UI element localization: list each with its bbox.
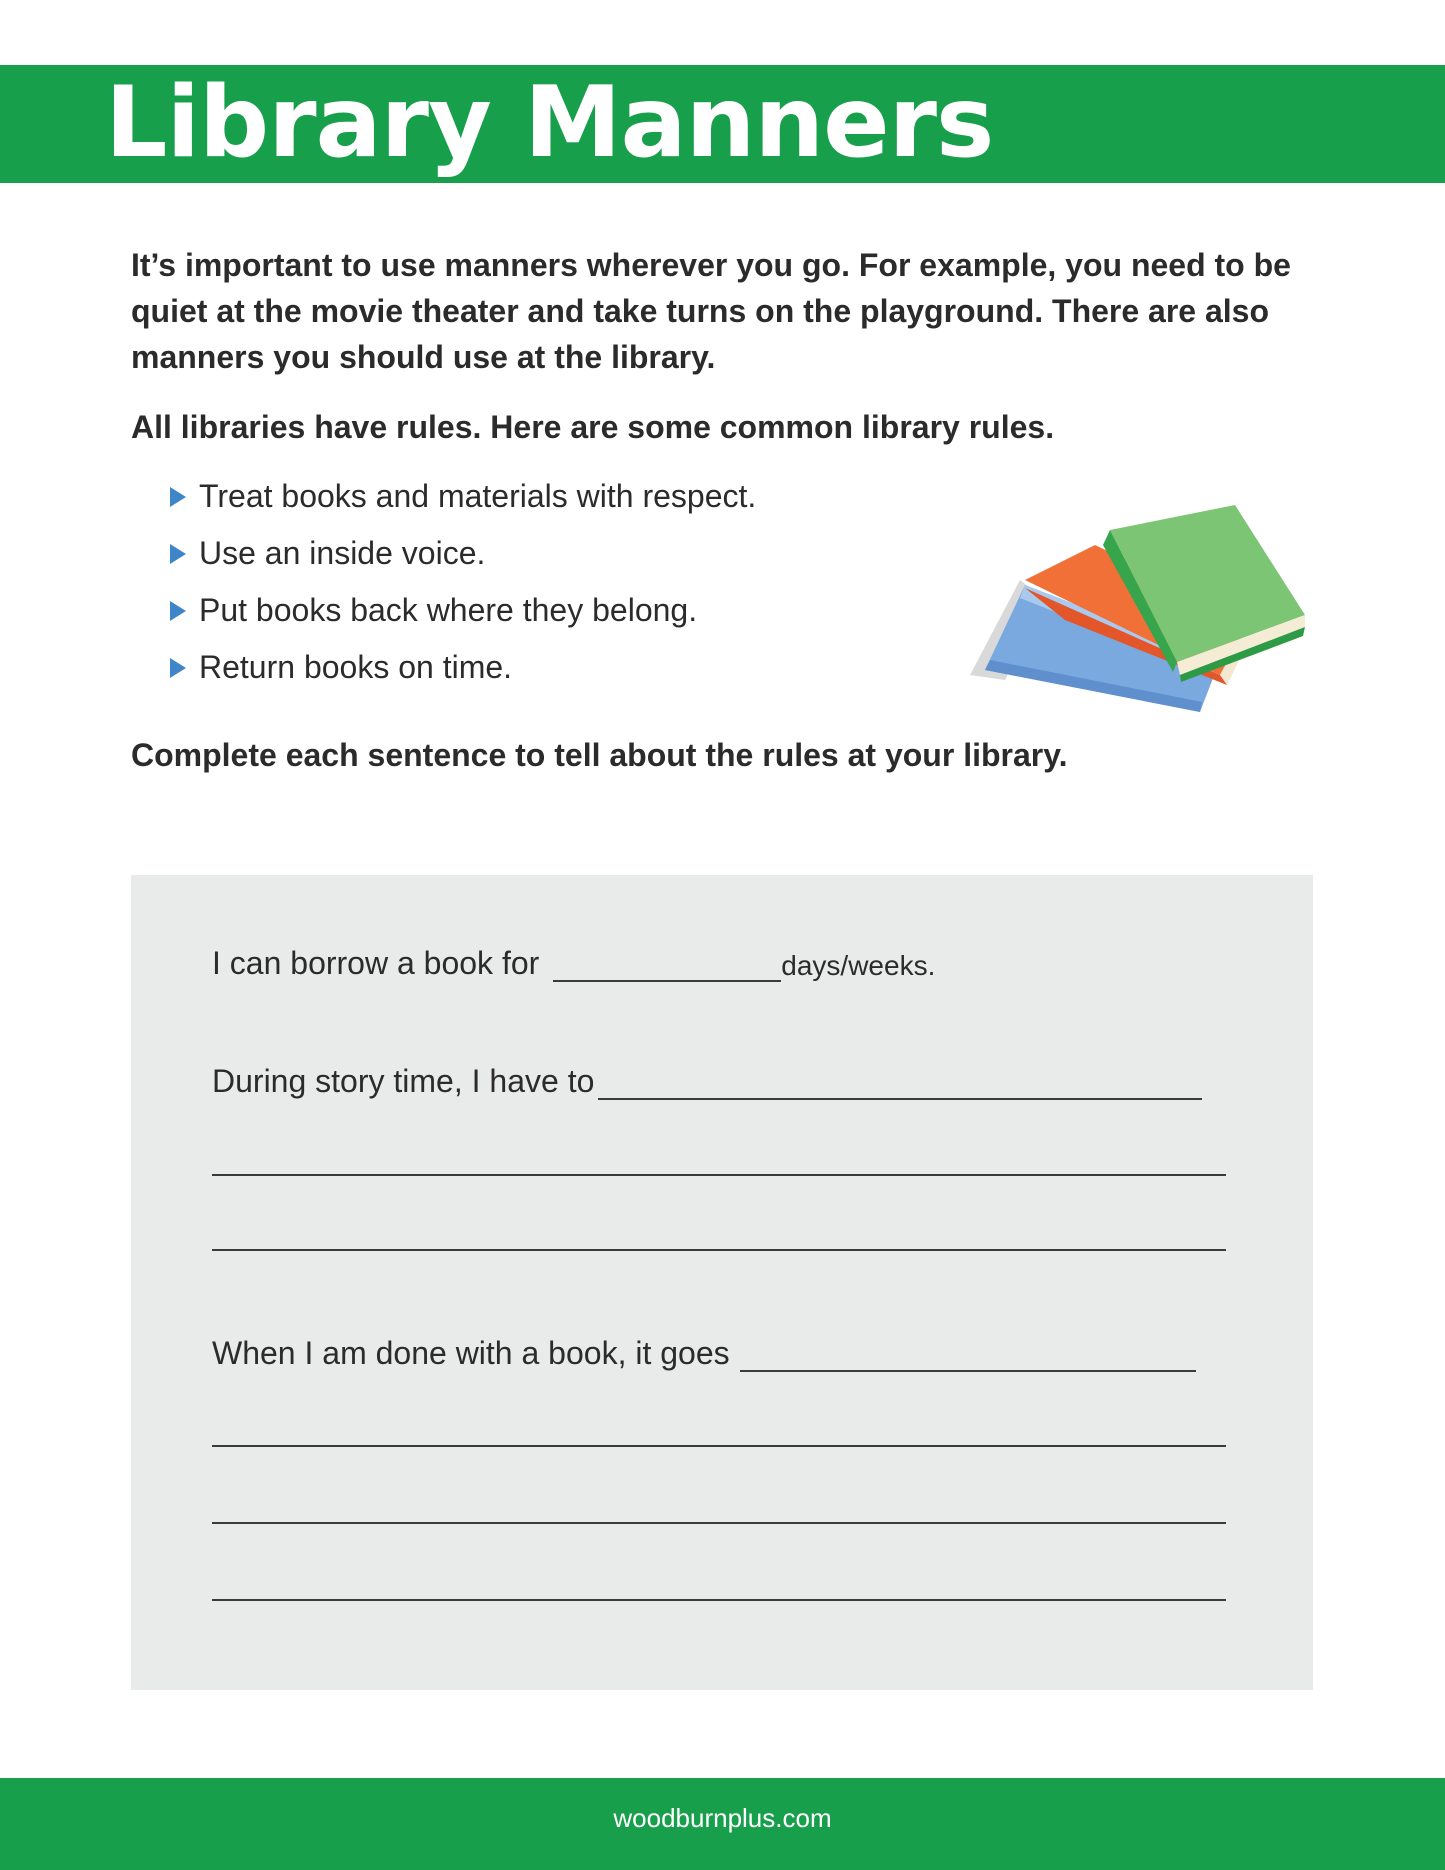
- triangle-bullet-icon: [170, 544, 186, 564]
- rule-text: Return books on time.: [199, 649, 513, 685]
- triangle-bullet-icon: [170, 658, 186, 678]
- rule-item: [170, 582, 756, 639]
- answer-blank[interactable]: [598, 1068, 1202, 1100]
- rule-item: [170, 525, 756, 582]
- answer-line[interactable]: [212, 1445, 1226, 1447]
- rule-text: Use an inside voice.: [199, 535, 486, 571]
- answer-box: [131, 875, 1313, 1690]
- sentence-prompt: I can borrow a book for: [212, 945, 540, 981]
- stacked-books-icon: [965, 500, 1305, 715]
- sentence-suffix: days/weeks.: [781, 950, 936, 981]
- rules-list: [170, 468, 756, 696]
- footer-site-link[interactable]: woodburnplus.com: [613, 1802, 832, 1833]
- sentence-book-return: [212, 1335, 1196, 1372]
- intro-paragraph: It’s important to use manners wherever you go. For example, you need to be quiet at the movie theater and take turns on the playground. There are also manners you should use at the library.: [131, 247, 1291, 375]
- answer-line[interactable]: [212, 1522, 1226, 1524]
- answer-line[interactable]: [212, 1249, 1226, 1251]
- triangle-bullet-icon: [170, 487, 186, 507]
- rule-item: [170, 639, 756, 696]
- rule-item: [170, 468, 756, 525]
- sentence-story-time: [212, 1063, 1202, 1100]
- page-title: Library Manners: [105, 66, 994, 180]
- answer-blank[interactable]: [740, 1340, 1196, 1372]
- answer-line[interactable]: [212, 1174, 1226, 1176]
- sentence-prompt: When I am done with a book, it goes: [212, 1335, 730, 1371]
- instruction-text: Complete each sentence to tell about the rules at your library.: [131, 737, 1068, 773]
- sentence-prompt: During story time, I have to: [212, 1063, 595, 1099]
- triangle-bullet-icon: [170, 601, 186, 621]
- rule-text: Treat books and materials with respect.: [199, 478, 757, 514]
- rules-heading: All libraries have rules. Here are some common library rules.: [131, 409, 1055, 445]
- answer-line[interactable]: [212, 1599, 1226, 1601]
- rule-text: Put books back where they belong.: [199, 592, 698, 628]
- answer-blank[interactable]: [553, 950, 781, 982]
- sentence-borrow: [212, 945, 935, 982]
